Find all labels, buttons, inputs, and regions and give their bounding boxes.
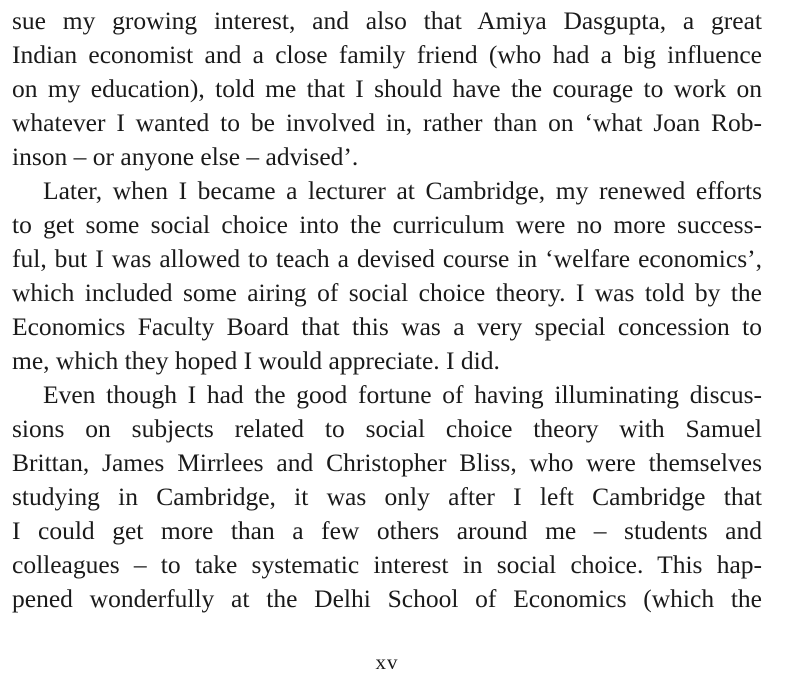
text-line: Later, when I became a lecturer at Cambridge, my renewed efforts — [43, 176, 762, 205]
text-line: whatever I wanted to be involved in, rather than on ‘what Joan Rob- — [12, 108, 762, 137]
text-line: me, which they hoped I would appreciate. I did. — [12, 346, 500, 375]
text-line: studying in Cambridge, it was only after I left Cambridge that — [12, 482, 762, 511]
text-line: sions on subjects related to social choice theory with Samuel — [12, 414, 762, 443]
text-line: ful, but I was allowed to teach a devised course in ‘welfare economics’, — [12, 244, 762, 273]
book-page-text — [12, 4, 762, 616]
text-line: I could get more than a few others around me – students and — [12, 516, 762, 545]
text-line: sue my growing interest, and also that Amiya Dasgupta, a great — [12, 6, 762, 35]
text-line: Indian economist and a close family friend (who had a big influence — [12, 40, 762, 69]
text-line: to get some social choice into the curriculum were no more success- — [12, 210, 762, 239]
page-number: xv — [375, 650, 399, 674]
text-line: inson – or anyone else – advised’. — [12, 142, 359, 171]
text-line: Economics Faculty Board that this was a very special concession to — [12, 312, 762, 341]
text-line: pened wonderfully at the Delhi School of Economics (which the — [12, 584, 762, 613]
text-line: which included some airing of social choice theory. I was told by the — [12, 278, 762, 307]
text-line: on my education), told me that I should have the courage to work on — [12, 74, 762, 103]
text-line: colleagues – to take systematic interest in social choice. This hap- — [12, 550, 762, 579]
text-line: Brittan, James Mirrlees and Christopher Bliss, who were themselves — [12, 448, 762, 477]
text-line: Even though I had the good fortune of having illuminating discus- — [43, 380, 762, 409]
